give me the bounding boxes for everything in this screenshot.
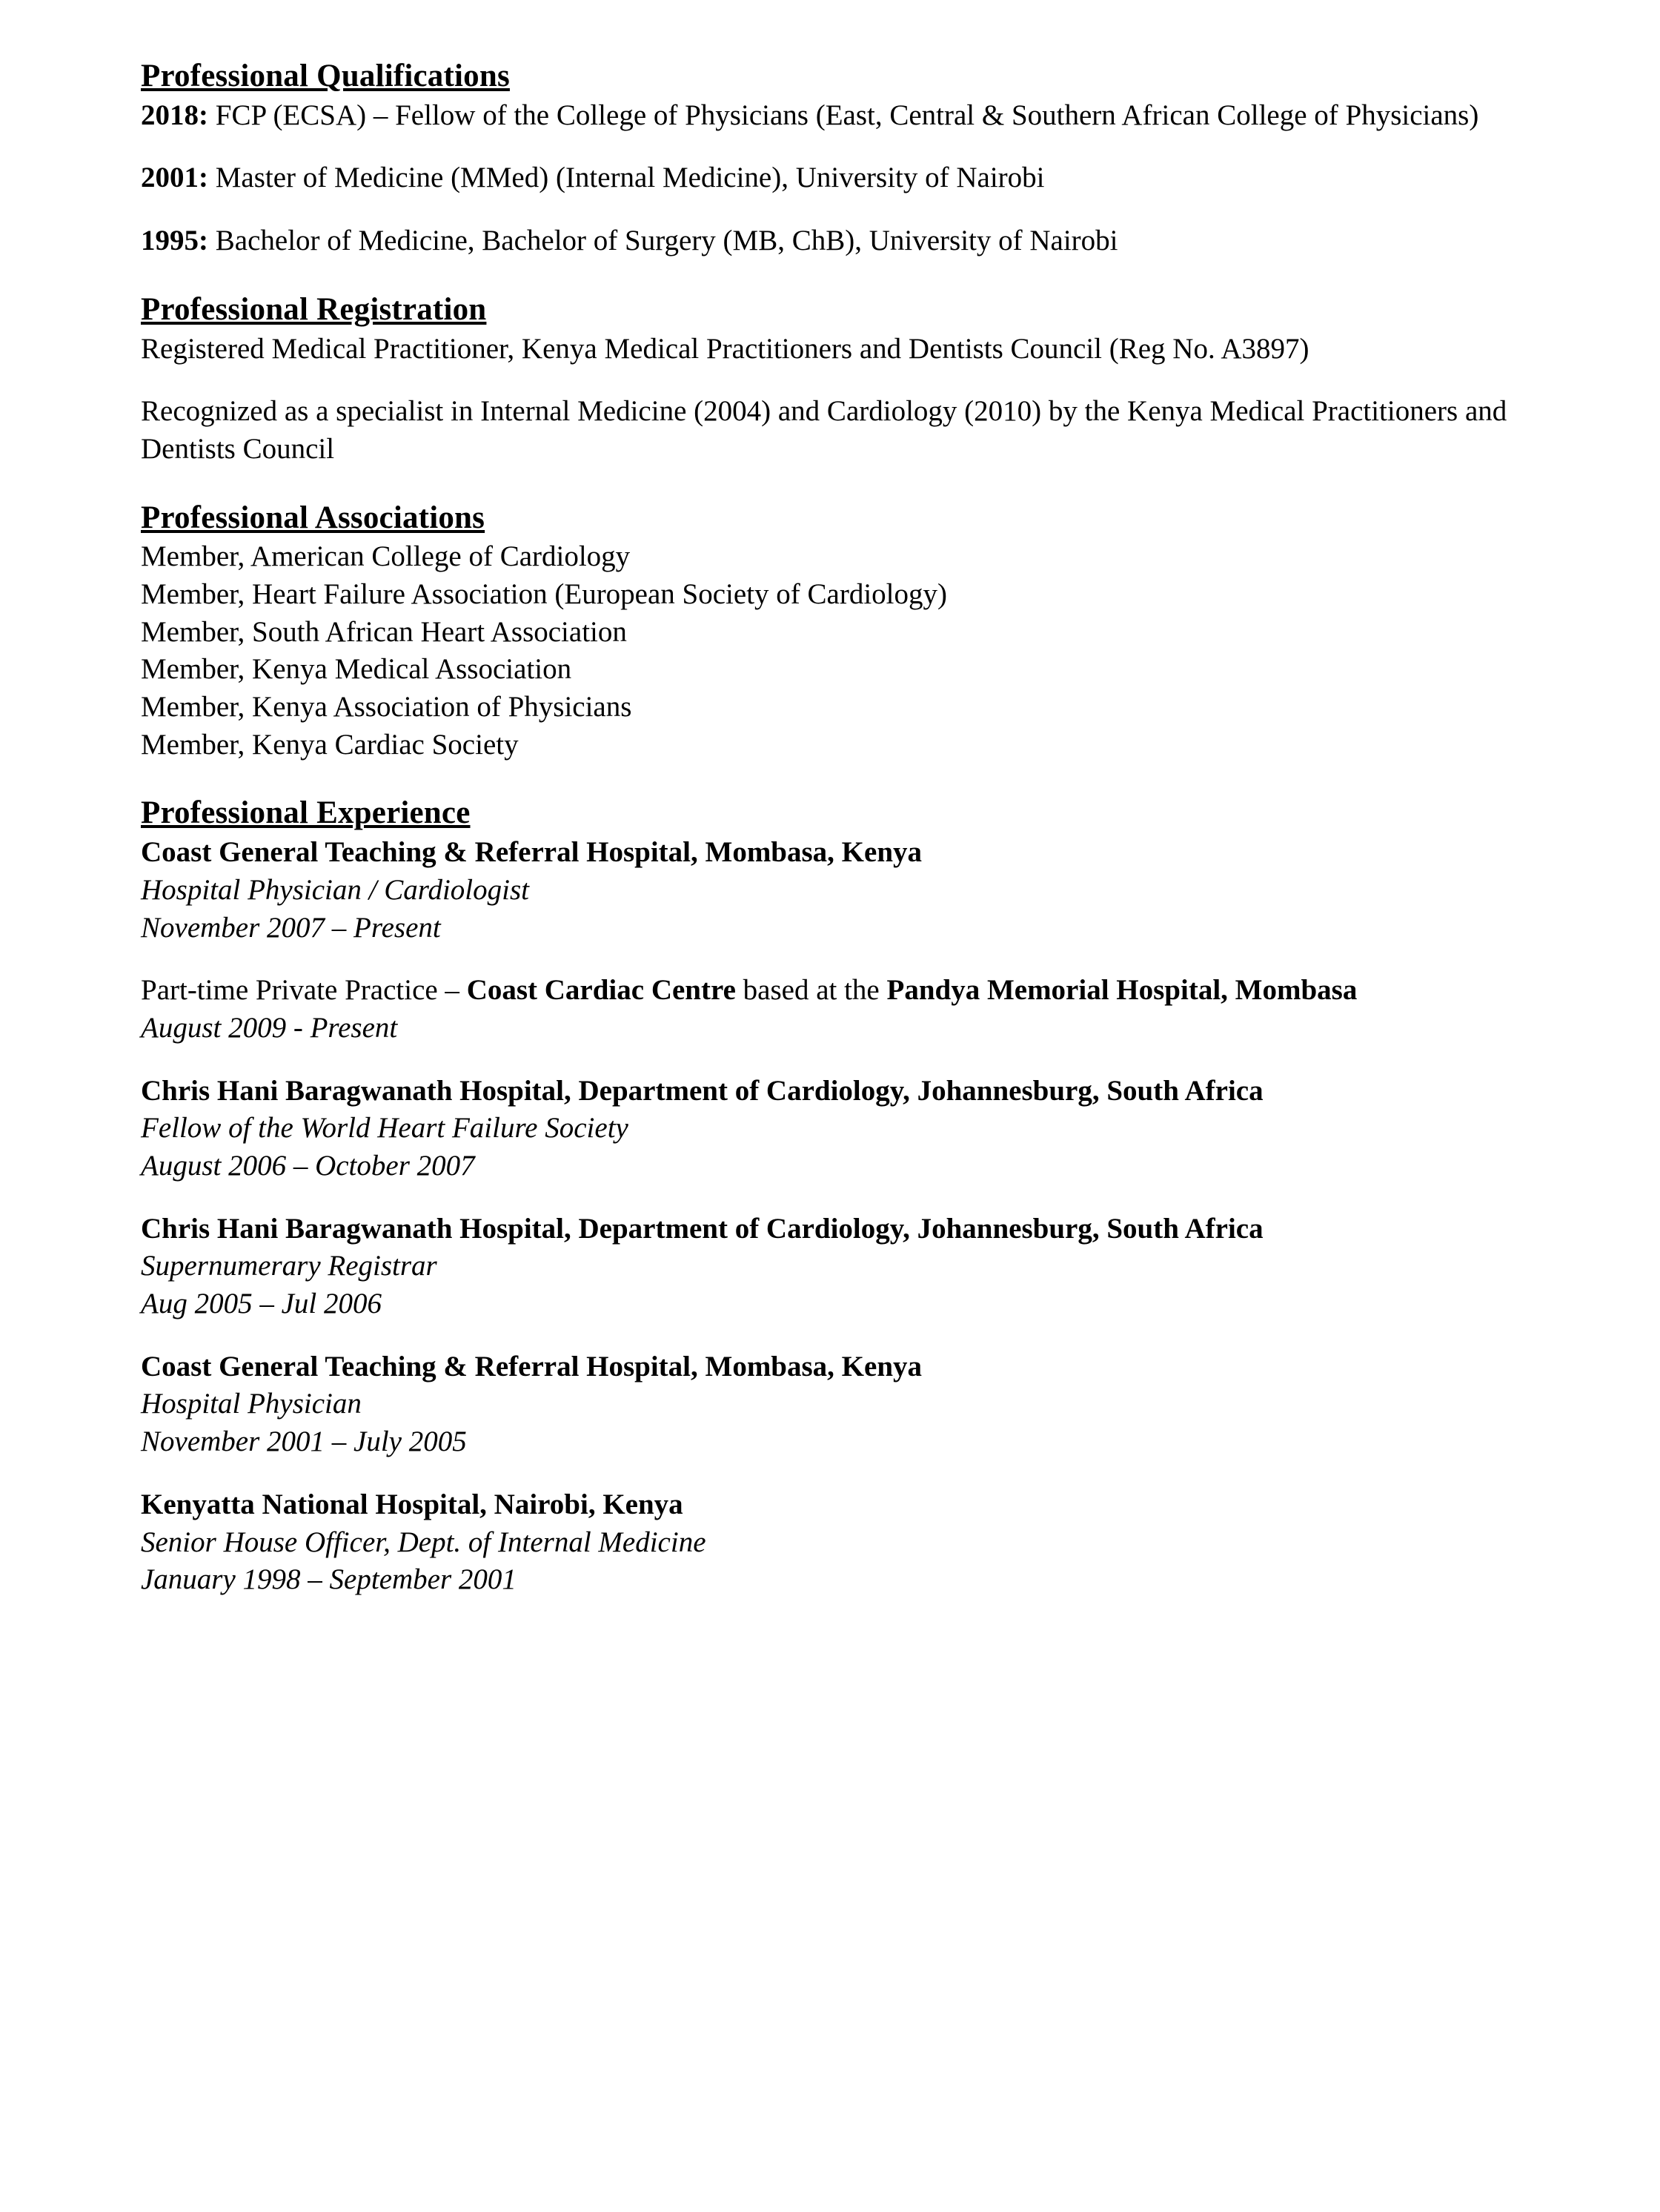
experience-org: Chris Hani Baragwanath Hospital, Department of Cardiology, Johannesburg, South Africa <box>141 1212 1264 1245</box>
experience-org: Coast General Teaching & Referral Hospital, Mombasa, Kenya <box>141 836 923 869</box>
qualification-entry <box>141 159 1530 197</box>
qualification-text: FCP (ECSA) – Fellow of the College of Physicians (East, Central & Southern African College of Physicians) <box>208 99 1479 131</box>
experience-org-mid: based at the <box>735 974 887 1007</box>
experience-dates: August 2009 - Present <box>141 1011 398 1044</box>
experience-dates: January 1998 – September 2001 <box>141 1563 517 1596</box>
experience-org-name: Coast Cardiac Centre <box>466 974 736 1007</box>
experience-role: Senior House Officer, Dept. of Internal Medicine <box>141 1526 706 1558</box>
experience-org: Kenyatta National Hospital, Nairobi, Kenya <box>141 1488 683 1520</box>
qualification-text: Bachelor of Medicine, Bachelor of Surgery (MB, ChB), University of Nairobi <box>208 225 1118 257</box>
experience-dates: Aug 2005 – Jul 2006 <box>141 1288 382 1320</box>
experience-entry <box>141 1348 1530 1461</box>
experience-role: Hospital Physician / Cardiologist <box>141 873 529 906</box>
spacer <box>141 1323 1530 1348</box>
qualification-year: 1995: <box>141 225 208 257</box>
association-item: Member, Kenya Cardiac Society <box>141 728 519 761</box>
experience-entry <box>141 1486 1530 1599</box>
association-item: Member, Kenya Association of Physicians <box>141 691 632 723</box>
association-item: Member, Heart Failure Association (European Society of Cardiology) <box>141 578 947 611</box>
experience-org-prefix: Part-time Private Practice – <box>141 974 467 1007</box>
association-item: Member, Kenya Medical Association <box>141 653 572 686</box>
experience-org: Coast General Teaching & Referral Hospital, Mombasa, Kenya <box>141 1350 923 1382</box>
qualification-entry <box>141 222 1530 260</box>
spacer <box>141 1047 1530 1073</box>
section-heading-experience: Professional Experience <box>141 795 471 831</box>
spacer <box>141 468 1530 500</box>
spacer <box>141 260 1530 291</box>
spacer <box>141 1185 1530 1211</box>
experience-dates: November 2007 – Present <box>141 911 441 944</box>
experience-org-location: Pandya Memorial Hospital, Mombasa <box>886 974 1358 1007</box>
qualification-year: 2018: <box>141 99 208 131</box>
experience-entry <box>141 1073 1530 1185</box>
qualification-year: 2001: <box>141 162 208 194</box>
section-heading-associations: Professional Associations <box>141 500 485 535</box>
section-heading-qualifications: Professional Qualifications <box>141 59 510 93</box>
associations-list <box>141 538 1530 764</box>
experience-dates: August 2006 – October 2007 <box>141 1150 475 1182</box>
spacer <box>141 368 1530 393</box>
spacer <box>141 947 1530 972</box>
spacer <box>141 1461 1530 1486</box>
association-item: Member, American College of Cardiology <box>141 540 631 573</box>
spacer <box>141 764 1530 795</box>
experience-entry <box>141 972 1530 1047</box>
qualification-entry <box>141 97 1530 135</box>
experience-role: Supernumerary Registrar <box>141 1250 437 1282</box>
experience-org: Chris Hani Baragwanath Hospital, Department of Cardiology, Johannesburg, South Africa <box>141 1074 1264 1107</box>
experience-org <box>141 972 1530 1010</box>
experience-role: Hospital Physician <box>141 1388 362 1420</box>
spacer <box>141 134 1530 159</box>
experience-role: Fellow of the World Heart Failure Society <box>141 1112 628 1145</box>
experience-entry <box>141 1211 1530 1323</box>
experience-entry <box>141 834 1530 947</box>
section-heading-registration: Professional Registration <box>141 291 487 327</box>
qualification-text: Master of Medicine (MMed) (Internal Medicine), University of Nairobi <box>208 162 1045 194</box>
registration-paragraph: Recognized as a specialist in Internal Medicine (2004) and Cardiology (2010) by the Kenya Medical Practitioners and Dentists Council <box>141 395 1507 465</box>
experience-dates: November 2001 – July 2005 <box>141 1425 467 1458</box>
spacer <box>141 197 1530 222</box>
registration-paragraph: Registered Medical Practitioner, Kenya Medical Practitioners and Dentists Council (Reg No. A3897) <box>141 332 1309 365</box>
association-item: Member, South African Heart Association <box>141 615 627 648</box>
